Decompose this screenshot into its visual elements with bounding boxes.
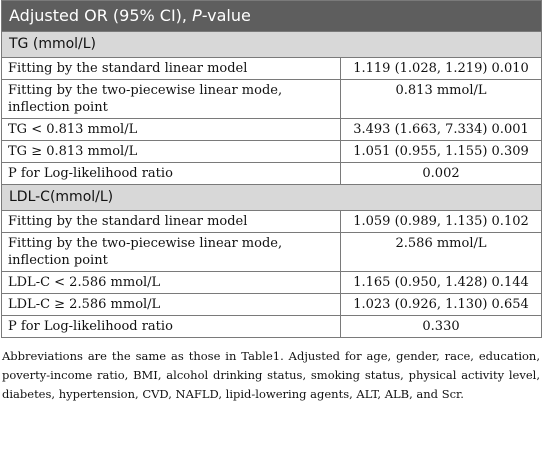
section-header-ldlc [2, 185, 542, 211]
section-title: TG (mmol/L) [2, 32, 542, 58]
row-value: 3.493 (1.663, 7.334) 0.001 [341, 119, 542, 141]
section-title: LDL-C(mmol/L) [2, 185, 542, 211]
row-label: Fitting by the standard linear model [2, 58, 341, 80]
row-value: 1.051 (0.955, 1.155) 0.309 [341, 141, 542, 163]
header-text: Adjusted OR (95% CI), [9, 6, 188, 25]
table-header-row [2, 1, 542, 32]
table-row [2, 233, 542, 272]
table-row [2, 141, 542, 163]
row-label: LDL-C ≥ 2.586 mmol/L [2, 294, 341, 316]
row-value: 1.059 (0.989, 1.135) 0.102 [341, 211, 542, 233]
row-label: TG ≥ 0.813 mmol/L [2, 141, 341, 163]
table-row [2, 163, 542, 185]
row-value: 0.002 [341, 163, 542, 185]
table-row [2, 316, 542, 338]
row-value: 1.165 (0.950, 1.428) 0.144 [341, 272, 542, 294]
row-value: 0.813 mmol/L [341, 80, 542, 119]
row-label: Fitting by the standard linear model [2, 211, 341, 233]
table-row [2, 58, 542, 80]
row-label: Fitting by the two-piecewise linear mode, inflection point [2, 80, 341, 119]
results-table [1, 0, 542, 338]
header-italic-p: P [192, 6, 202, 25]
table-row [2, 119, 542, 141]
row-label: Fitting by the two-piecewise linear mode, inflection point [2, 233, 341, 272]
table-footnote: Abbreviations are the same as those in Table1. Adjusted for age, gender, race, education, poverty-income ratio, BMI, alcohol drinking status, smoking status, physical activity level, diabetes, hypertension, CVD, NAFLD, lipid-lowering agents, ALT, ALB, and Scr. [2, 349, 540, 401]
row-value: 1.119 (1.028, 1.219) 0.010 [341, 58, 542, 80]
table-row [2, 294, 542, 316]
table-row [2, 211, 542, 233]
table-row [2, 272, 542, 294]
row-label: TG < 0.813 mmol/L [2, 119, 341, 141]
row-value: 1.023 (0.926, 1.130) 0.654 [341, 294, 542, 316]
header-suffix: -value [201, 6, 251, 25]
row-label: P for Log-likelihood ratio [2, 163, 341, 185]
table-header-cell [2, 1, 542, 32]
row-label: LDL-C < 2.586 mmol/L [2, 272, 341, 294]
row-label: P for Log-likelihood ratio [2, 316, 341, 338]
row-value: 0.330 [341, 316, 542, 338]
row-value: 2.586 mmol/L [341, 233, 542, 272]
table-row [2, 80, 542, 119]
section-header-tg [2, 32, 542, 58]
